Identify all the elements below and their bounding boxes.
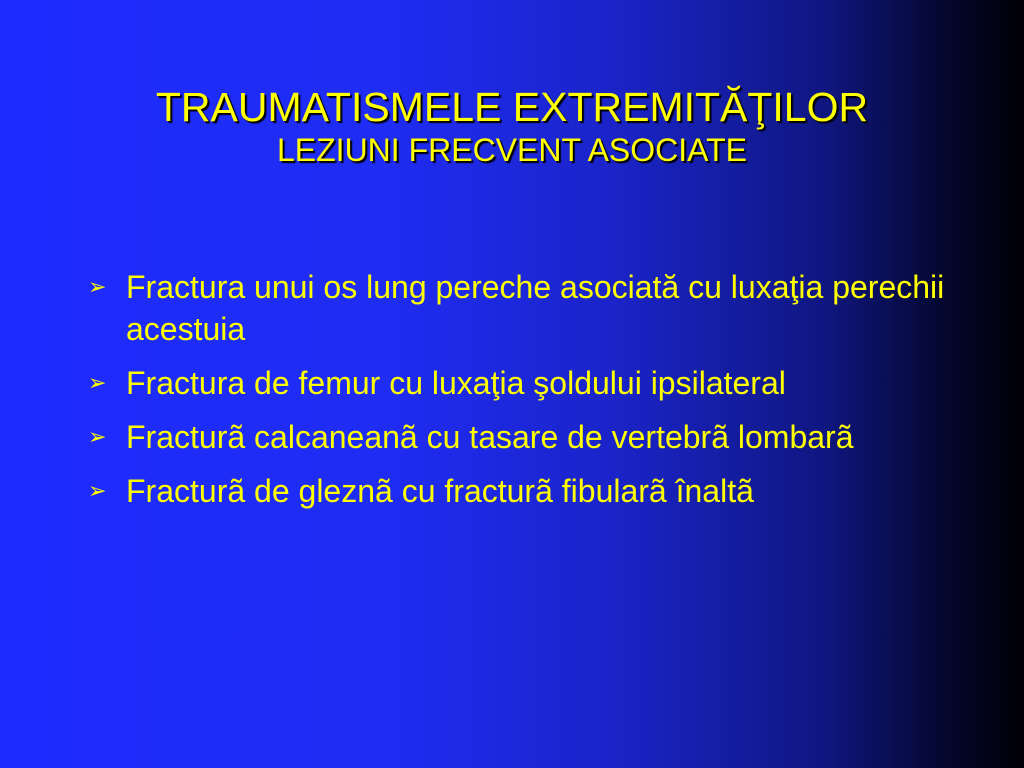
bullet-text: Fracturã de gleznã cu fracturã fibularã înaltã: [126, 473, 754, 509]
title-block: [0, 83, 1024, 169]
bullet-text: Fractura de femur cu luxaţia şoldului ipsilateral: [126, 365, 786, 401]
slide-title: TRAUMATISMELE EXTREMITĂŢILOR: [155, 84, 869, 130]
chevron-right-icon: ➢: [88, 274, 107, 299]
chevron-right-icon: ➢: [88, 424, 107, 449]
list-item: [88, 470, 948, 512]
bullet-text: Fractura unui os lung pereche asociată cu luxaţia perechii acestuia: [126, 269, 945, 347]
bullet-text: Fracturã calcaneanã cu tasare de vertebrã lombarã: [126, 419, 854, 455]
list-item: [88, 362, 948, 404]
list-item: [88, 266, 948, 350]
list-item: [88, 416, 948, 458]
chevron-right-icon: ➢: [88, 370, 107, 395]
chevron-right-icon: ➢: [88, 478, 107, 503]
bullet-list: [88, 266, 948, 524]
slide-subtitle: LEZIUNI FRECVENT ASOCIATE: [276, 132, 747, 168]
